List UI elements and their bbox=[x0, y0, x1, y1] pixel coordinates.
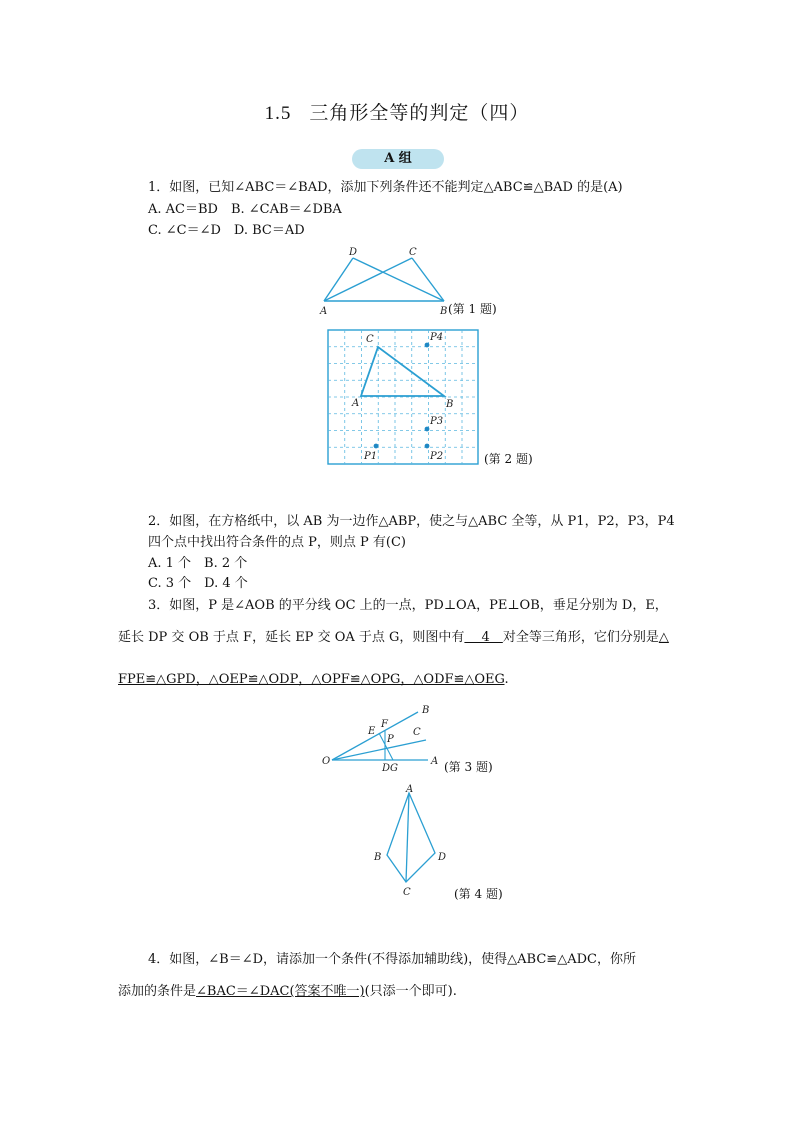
q4-label-c: C bbox=[403, 887, 411, 898]
q2-label-p3: P3 bbox=[430, 416, 444, 427]
q1-stem: 1．如图，已知∠ABC＝∠BAD，添加下列条件还不能判定△ABC≌△BAD 的是(A) bbox=[148, 180, 623, 195]
q1-figure bbox=[315, 243, 455, 318]
q2-grid-lines bbox=[328, 330, 478, 464]
q3-label-c: C bbox=[413, 727, 421, 738]
q3-stem-line2-post: 对全等三角形，它们分别是 bbox=[502, 630, 659, 645]
q2-triangle-abc bbox=[361, 347, 444, 396]
q4-label-a: A bbox=[406, 784, 414, 795]
q4-stem-line2-post: (只添一个即可). bbox=[364, 984, 457, 999]
q2-point-p1 bbox=[374, 444, 379, 449]
q1-options-line1: A. AC＝BD B. ∠CAB＝∠DBA bbox=[148, 202, 342, 217]
q3-caption: (第 3 题) bbox=[444, 760, 493, 774]
page-title bbox=[0, 98, 794, 125]
q3-ray-oc bbox=[332, 740, 426, 760]
q2-label-p2: P2 bbox=[430, 451, 444, 462]
q2-label-c: C bbox=[366, 334, 374, 345]
q2-caption: (第 2 题) bbox=[484, 452, 533, 466]
q2-point-p2 bbox=[425, 444, 430, 449]
q1-caption: (第 1 题) bbox=[448, 302, 497, 316]
q3-label-o: O bbox=[322, 756, 331, 767]
q4-label-b: B bbox=[374, 852, 382, 863]
section-title: 三角形全等的判定（四） bbox=[309, 102, 530, 124]
q3-label-g: G bbox=[390, 763, 398, 774]
q2-point-p3 bbox=[425, 427, 430, 432]
q1-label-c: C bbox=[409, 247, 417, 258]
q2-label-p1: P1 bbox=[364, 451, 378, 462]
q3-blank-answer: 4 bbox=[464, 630, 503, 645]
q2-options-line1: A. 1 个 B. 2 个 bbox=[148, 556, 248, 571]
q3-answer-end: . bbox=[504, 672, 509, 687]
q3-stem-line1: 3．如图，P 是∠AOB 的平分线 OC 上的一点，PD⊥OA，PE⊥OB，垂足分别为 D，E， bbox=[148, 598, 668, 613]
q2-label-a: A bbox=[352, 398, 360, 409]
section-number: 1.5 bbox=[264, 103, 292, 124]
q1-label-b: B bbox=[440, 306, 448, 317]
q2-stem-line1: 2．如图，在方格纸中，以 AB 为一边作△ABP，使之与△ABC 全等，从 P1，P2，P3，P4 bbox=[148, 514, 675, 529]
q2-label-b: B bbox=[446, 399, 454, 410]
q2-point-p4 bbox=[425, 343, 430, 348]
q4-answer: ∠BAC＝∠DAC(答案不唯一) bbox=[196, 984, 365, 999]
q3-stem-line2 bbox=[118, 628, 669, 648]
q2-stem-line2: 四个点中找出符合条件的点 P，则点 P 有(C) bbox=[148, 535, 406, 550]
q3-answer-start: △ bbox=[658, 630, 669, 645]
q4-label-d: D bbox=[438, 852, 447, 863]
q3-label-a: A bbox=[431, 756, 439, 767]
q3-label-p: P bbox=[387, 734, 394, 745]
q3-answer-line bbox=[118, 670, 509, 690]
q3-label-d: D bbox=[382, 763, 391, 774]
q4-stem-line2 bbox=[118, 982, 457, 1002]
q3-label-b: B bbox=[422, 705, 430, 716]
q4-quadrilateral bbox=[387, 793, 435, 882]
q1-segment-cb bbox=[412, 258, 444, 301]
group-badge: A 组 bbox=[352, 149, 444, 169]
q4-caption: (第 4 题) bbox=[454, 887, 503, 901]
q1-label-d: D bbox=[349, 247, 358, 258]
q2-options-line2: C. 3 个 D. 4 个 bbox=[148, 576, 248, 591]
q2-grid-figure bbox=[326, 328, 480, 466]
q3-label-f: F bbox=[381, 719, 388, 730]
q1-options-line2: C. ∠C＝∠D D. BC＝AD bbox=[148, 223, 305, 238]
q4-figure bbox=[366, 783, 456, 903]
q4-stem-line1: 4．如图，∠B＝∠D，请添加一个条件(不得添加辅助线)，使得△ABC≌△ADC，你所 bbox=[148, 952, 636, 967]
q3-answer: FPE≌△GPD，△OEP≌△ODP，△OPF≌△OPG，△ODF≌△OEG bbox=[118, 672, 505, 687]
q3-label-e: E bbox=[368, 726, 376, 737]
q4-diagonal-ac bbox=[406, 793, 409, 882]
q2-label-p4: P4 bbox=[430, 332, 444, 343]
q3-figure bbox=[318, 700, 448, 775]
q3-stem-line2-pre: 延长 DP 交 OB 于点 F，延长 EP 交 OA 于点 G，则图中有 bbox=[118, 630, 465, 645]
q4-stem-line2-pre: 添加的条件是 bbox=[118, 984, 197, 999]
q1-label-a: A bbox=[320, 306, 328, 317]
